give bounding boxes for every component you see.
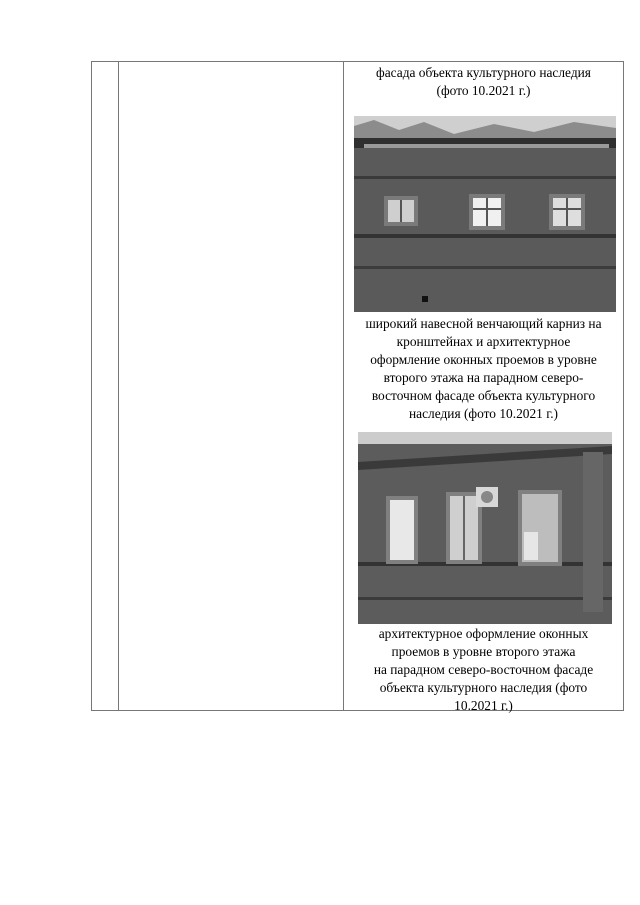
column-divider-1 [118, 62, 119, 710]
caption-bottom [344, 625, 623, 715]
caption-line: объекта культурного наследия (фото [379, 680, 588, 695]
caption-line: архитектурное оформление оконных [378, 626, 589, 641]
caption-line: второго этажа на парадном северо- [383, 370, 584, 385]
caption-line: оформление оконных проемов в уровне [370, 352, 597, 367]
caption-line: (фото 10.2021 г.) [436, 83, 531, 98]
facade-windows-photo [358, 432, 612, 624]
caption-line: фасада объекта культурного наследия [376, 65, 591, 80]
caption-line: проемов в уровне второго этажа [391, 644, 576, 659]
caption-middle [344, 315, 623, 423]
caption-line: широкий навесной венчающий карниз на [365, 316, 602, 331]
facade-cornice-photo [354, 116, 616, 312]
caption-line: кронштейнах и архитектурное [396, 334, 571, 349]
caption-line: 10.2021 г.) [454, 698, 513, 713]
document-table [91, 61, 624, 711]
caption-line: на парадном северо-восточном фасаде [373, 662, 594, 677]
caption-line: восточном фасаде объекта культурного [371, 388, 596, 403]
caption-top [344, 64, 623, 100]
description-column [344, 62, 623, 713]
caption-line: наследия (фото 10.2021 г.) [408, 406, 558, 421]
